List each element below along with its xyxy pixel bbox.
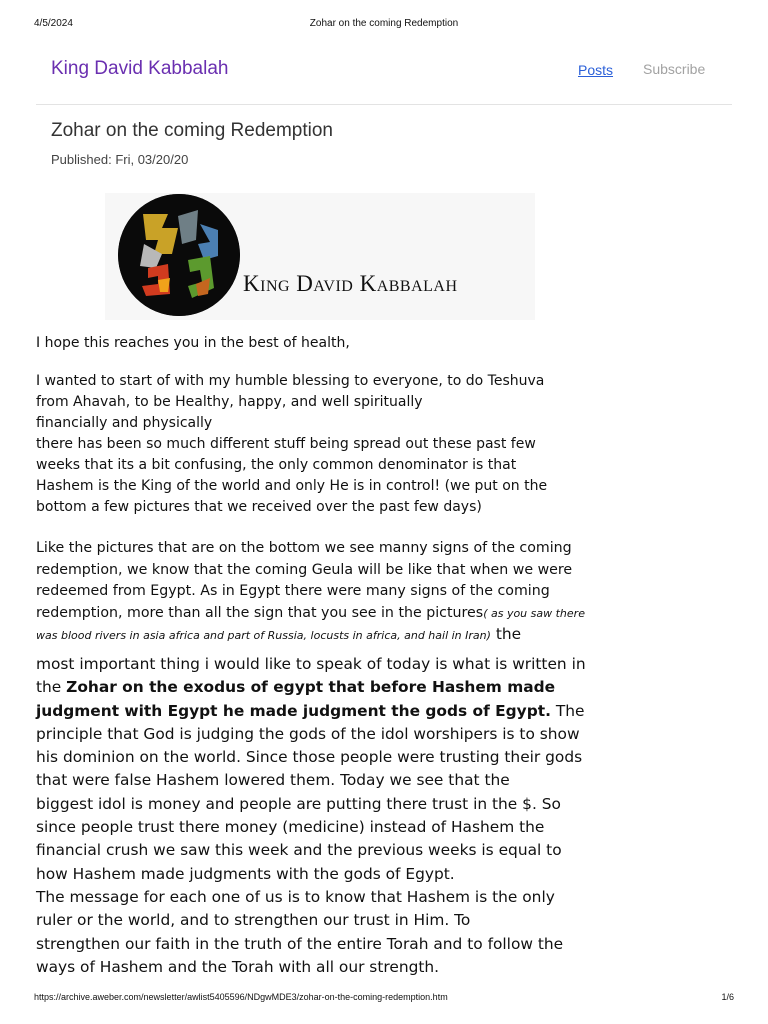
banner-image <box>105 193 535 320</box>
text-fragment: The <box>550 701 585 720</box>
banner-text: King David Kabbalah <box>243 271 458 296</box>
text-line: ways of Hashem and the Torah with all our strength. <box>36 957 440 976</box>
nav-posts-link[interactable]: Posts <box>578 62 614 78</box>
text-line: bottom a few pictures that we received over the past few days) <box>36 499 482 515</box>
print-url: https://archive.aweber.com/newsletter/awlist5405596/NDgwMDE3/zohar-on-the-coming-redemption.htm <box>34 992 448 1002</box>
text-line: his dominion on the world. Since those people were trusting their gods <box>36 748 583 767</box>
text-line: Like the pictures that are on the bottom we see manny signs of the coming <box>36 540 572 556</box>
text-line: since people trust there money (medicine) instead of Hashem the <box>36 818 545 837</box>
nav-subscribe-link[interactable]: Subscribe <box>643 61 706 77</box>
paragraph-signs <box>36 538 606 647</box>
text-line: I wanted to start of with my humble blessing to everyone, to do Teshuva <box>36 373 545 389</box>
text-line: ruler or the world, and to strengthen our trust in Him. To <box>36 911 471 930</box>
published-date: Published: Fri, 03/20/20 <box>51 152 189 167</box>
text-line: weeks that its a bit confusing, the only common denominator is that <box>36 457 517 473</box>
text-line: financially and physically <box>36 415 213 431</box>
page-number: 1/6 <box>721 992 734 1002</box>
text-line: most important thing i would like to speak of today is what is written in <box>36 655 586 673</box>
text-line: redemption, we know that the coming Geula will be like that when we were <box>36 561 573 578</box>
text-line: redemption, more than all the sign that you see in the pictures <box>36 604 484 621</box>
text-line: Hashem is the King of the world and only He is in control! (we put on the <box>36 478 548 494</box>
text-line: biggest idol is money and people are putting there trust in the $. So <box>36 794 561 813</box>
text-line: from Ahavah, to be Healthy, happy, and well spiritually <box>36 394 423 410</box>
paragraph-zohar <box>36 653 606 979</box>
site-header <box>36 52 732 105</box>
text-line: that were false Hashem lowered them. Today we see that the <box>36 771 510 790</box>
text-line: strengthen our faith in the truth of the entire Torah and to follow the <box>36 934 564 953</box>
italic-note: ( as you saw there was blood rivers in asia africa and part of Russia, locusts in africa, and hail in Iran) <box>36 606 585 642</box>
paragraph-blessing <box>36 371 606 518</box>
print-header <box>0 18 768 32</box>
bold-zohar-quote: Zohar on the exodus of egypt that before Hashem made judgment with Egypt he made judgment the gods of Egypt. <box>36 678 556 720</box>
text-fragment: the <box>36 678 67 697</box>
text-line: The message for each one of us is to know that Hashem is the only <box>36 887 555 906</box>
print-date: 4/5/2024 <box>34 18 73 29</box>
print-title: Zohar on the coming Redemption <box>309 18 459 29</box>
paragraph-greeting: I hope this reaches you in the best of health, <box>36 335 350 351</box>
logo-emblem-icon <box>118 194 240 316</box>
print-footer <box>0 992 768 1006</box>
text-line: there has been so much different stuff being spread out these past few <box>36 436 536 452</box>
brand-link[interactable]: King David Kabbalah <box>51 58 229 79</box>
text-line: redeemed from Egypt. As in Egypt there were many signs of the coming <box>36 583 550 599</box>
text-line: how Hashem made judgments with the gods of Egypt. <box>36 864 455 883</box>
post-title: Zohar on the coming Redemption <box>51 120 333 141</box>
text-line: principle that God is judging the gods of the idol worshipers is to show <box>36 724 580 743</box>
text-line: financial crush we saw this week and the previous weeks is equal to <box>36 841 562 860</box>
text-fragment: the <box>490 625 522 643</box>
